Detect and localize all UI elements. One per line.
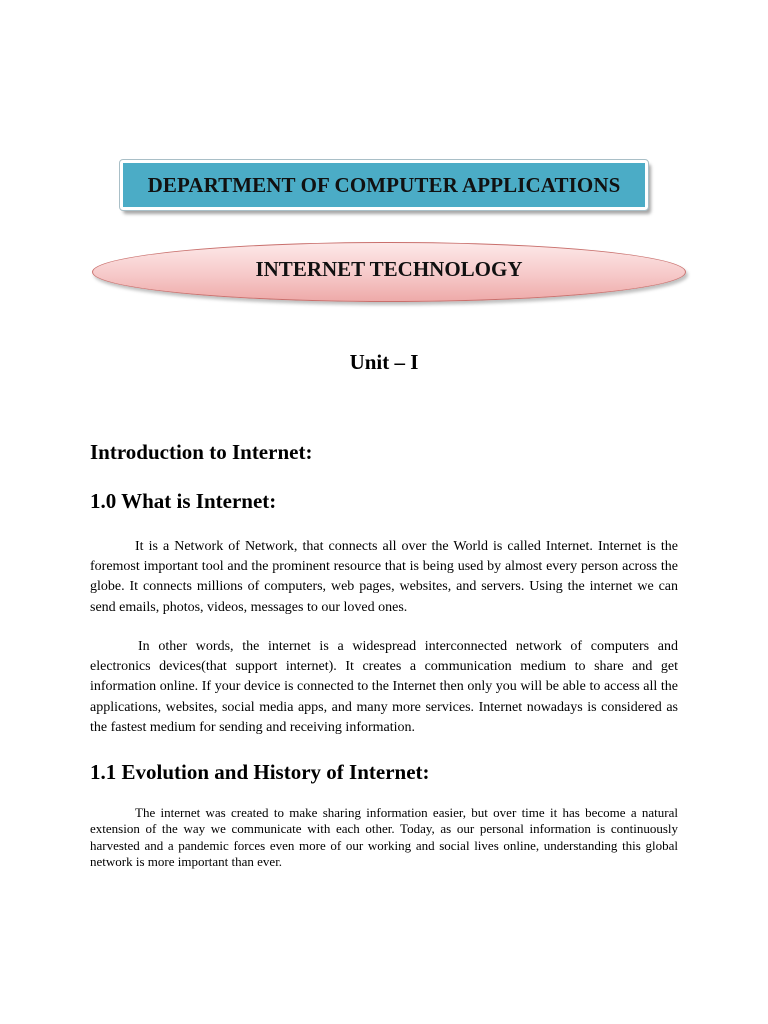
department-title: DEPARTMENT OF COMPUTER APPLICATIONS [147, 172, 621, 197]
unit-title: Unit – I [349, 350, 419, 374]
evolution-heading: 1.1 Evolution and History of Internet: [90, 760, 430, 784]
intro-heading: Introduction to Internet: [90, 440, 313, 464]
evolution-paragraph: The internet was created to make sharing information easier, but over time it has become a natural extension of the way we communicate with each other. Today, as our personal information is continuously harvested and a pandemic forces even more of our working and social lives online, understanding this global network is more important than ever. [90, 805, 678, 870]
subject-title: INTERNET TECHNOLOGY [255, 256, 523, 281]
what-is-internet-heading: 1.0 What is Internet: [90, 489, 277, 513]
department-banner [120, 160, 648, 210]
subject-banner [92, 242, 686, 302]
what-is-internet-paragraph-1: It is a Network of Network, that connects all over the World is called Internet. Internet is the foremost important tool and the prominent resource that is being used by almost every person across the globe. It connects millions of computers, web pages, websites, and servers. Using the internet we can send emails, photos, videos, messages to our loved ones. [90, 539, 678, 615]
what-is-internet-paragraph-2: In other words, the internet is a widespread interconnected network of computers and electronics devices(that support internet). It creates a communication medium to share and get information online. If your device is connected to the Internet then only you will be able to access all the applications, websites, social media apps, and many more services. Internet nowadays is considered as the fastest medium for sending and receiving information. [90, 639, 678, 735]
